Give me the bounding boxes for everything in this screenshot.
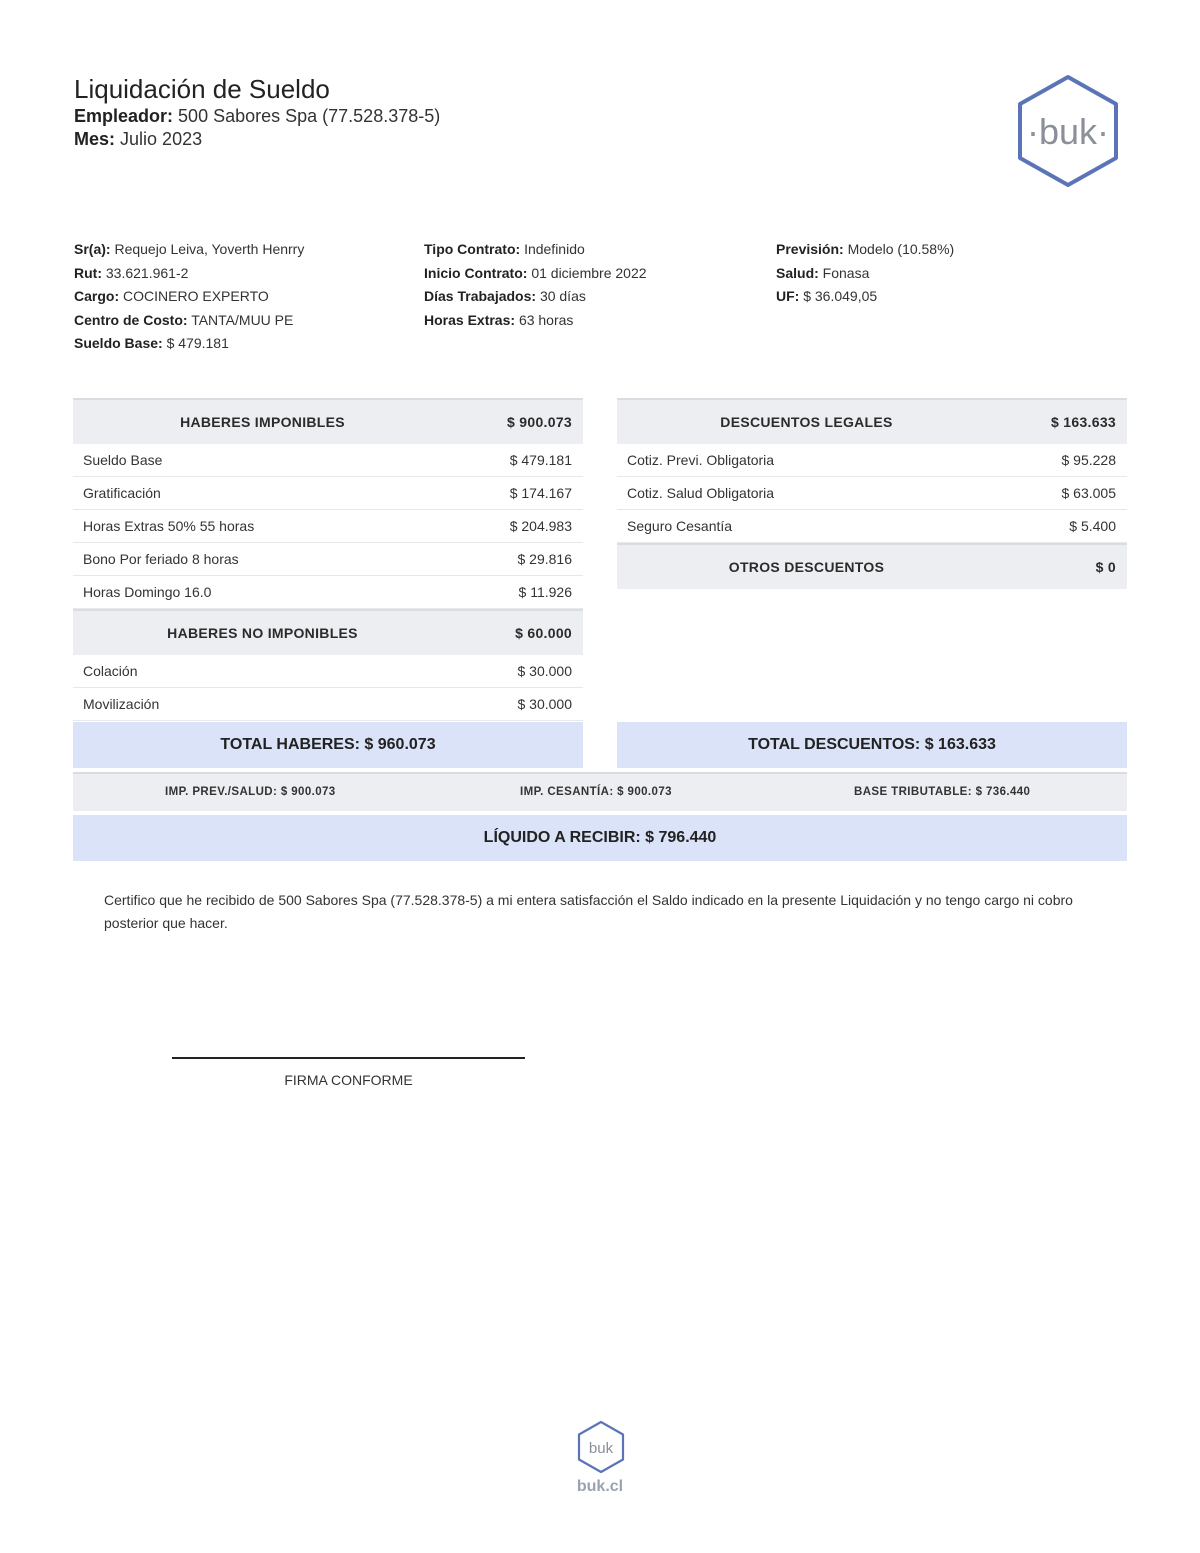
section-total: $ 163.633 bbox=[1051, 414, 1116, 430]
month-value: Julio 2023 bbox=[120, 129, 203, 149]
table-row: Cotiz. Salud Obligatoria $ 63.005 bbox=[617, 477, 1127, 510]
table-row: Horas Extras 50% 55 horas $ 204.983 bbox=[73, 510, 583, 543]
total-haberes: TOTAL HABERES: $ 960.073 bbox=[73, 722, 583, 768]
signature-label: FIRMA CONFORME bbox=[284, 1072, 413, 1088]
base-tributable: BASE TRIBUTABLE: $ 736.440 bbox=[854, 786, 1031, 798]
info-row: Cargo: COCINERO EXPERTO bbox=[74, 288, 269, 305]
info-row: Horas Extras: 63 horas bbox=[424, 311, 574, 328]
info-row: Días Trabajados: 30 días bbox=[424, 288, 586, 305]
section-total: $ 900.073 bbox=[507, 414, 572, 430]
certification-text: Certifico que he recibido de 500 Sabores Spa (77.528.378-5) a mi entera satisfacción el Saldo indicado en la presente Liquidación y no tengo cargo ni cobro posterior que hacer. bbox=[104, 892, 1073, 931]
info-row: UF: $ 36.049,05 bbox=[776, 288, 878, 305]
info-row: Sueldo Base: $ 479.181 bbox=[74, 335, 229, 352]
employer-line bbox=[74, 106, 440, 127]
info-row: Centro de Costo: TANTA/MUU PE bbox=[74, 311, 294, 328]
section-title: HABERES IMPONIBLES bbox=[180, 414, 345, 430]
employee-info-column-3 bbox=[776, 238, 954, 309]
table-row: Bono Por feriado 8 horas $ 29.816 bbox=[73, 543, 583, 576]
employer-value: 500 Sabores Spa (77.528.378-5) bbox=[178, 106, 441, 126]
section-total: $ 0 bbox=[1095, 559, 1116, 575]
total-descuentos: TOTAL DESCUENTOS: $ 163.633 bbox=[617, 722, 1127, 768]
bases-bar bbox=[73, 772, 1127, 811]
table-row: Horas Domingo 16.0 $ 11.926 bbox=[73, 576, 583, 609]
imp-prev-salud: IMP. PREV./SALUD: $ 900.073 bbox=[165, 786, 336, 798]
info-row: Tipo Contrato: Indefinido bbox=[424, 241, 585, 257]
otros-descuentos-header bbox=[617, 543, 1127, 589]
liquido-a-recibir: LÍQUIDO A RECIBIR: $ 796.440 bbox=[73, 815, 1127, 861]
employee-info-column-1 bbox=[74, 238, 304, 356]
info-row: Previsión: Modelo (10.58%) bbox=[776, 241, 955, 257]
section-title: DESCUENTOS LEGALES bbox=[720, 414, 893, 430]
info-row: Rut: 33.621.961-2 bbox=[74, 264, 189, 281]
info-row: Sr(a): Requejo Leiva, Yoverth Henrry bbox=[74, 241, 305, 257]
info-row: Inicio Contrato: 01 diciembre 2022 bbox=[424, 264, 647, 281]
descuentos-panel bbox=[617, 398, 1127, 589]
table-row: Sueldo Base $ 479.181 bbox=[73, 444, 583, 477]
table-row: Cotiz. Previ. Obligatoria $ 95.228 bbox=[617, 444, 1127, 477]
logo-text: ·buk· bbox=[1026, 111, 1110, 152]
employer-label: Empleador: bbox=[74, 106, 174, 126]
haberes-panel bbox=[73, 398, 583, 721]
info-row: Salud: Fonasa bbox=[776, 264, 870, 281]
table-row: Colación $ 30.000 bbox=[73, 655, 583, 688]
buk-logo-icon bbox=[1015, 74, 1121, 188]
footer-site: buk.cl bbox=[576, 1478, 624, 1495]
section-total: $ 60.000 bbox=[515, 625, 572, 641]
imp-cesantia: IMP. CESANTÍA: $ 900.073 bbox=[520, 786, 672, 798]
buk-footer-logo-icon bbox=[576, 1420, 626, 1474]
table-row: Movilización $ 30.000 bbox=[73, 688, 583, 721]
section-title: HABERES NO IMPONIBLES bbox=[167, 625, 358, 641]
employee-info-column-2 bbox=[424, 238, 647, 332]
table-row: Gratificación $ 174.167 bbox=[73, 477, 583, 510]
signature-line bbox=[172, 1057, 525, 1059]
descuentos-legales-header bbox=[617, 398, 1127, 444]
month-line bbox=[74, 129, 202, 150]
section-title: OTROS DESCUENTOS bbox=[728, 559, 885, 575]
haberes-no-imponibles-header bbox=[73, 609, 583, 655]
footer-logo-text: buk bbox=[588, 1440, 614, 1457]
document-title: Liquidación de Sueldo bbox=[74, 74, 330, 104]
table-row: Seguro Cesantía $ 5.400 bbox=[617, 510, 1127, 543]
haberes-imponibles-header bbox=[73, 398, 583, 444]
month-label: Mes: bbox=[74, 129, 116, 149]
